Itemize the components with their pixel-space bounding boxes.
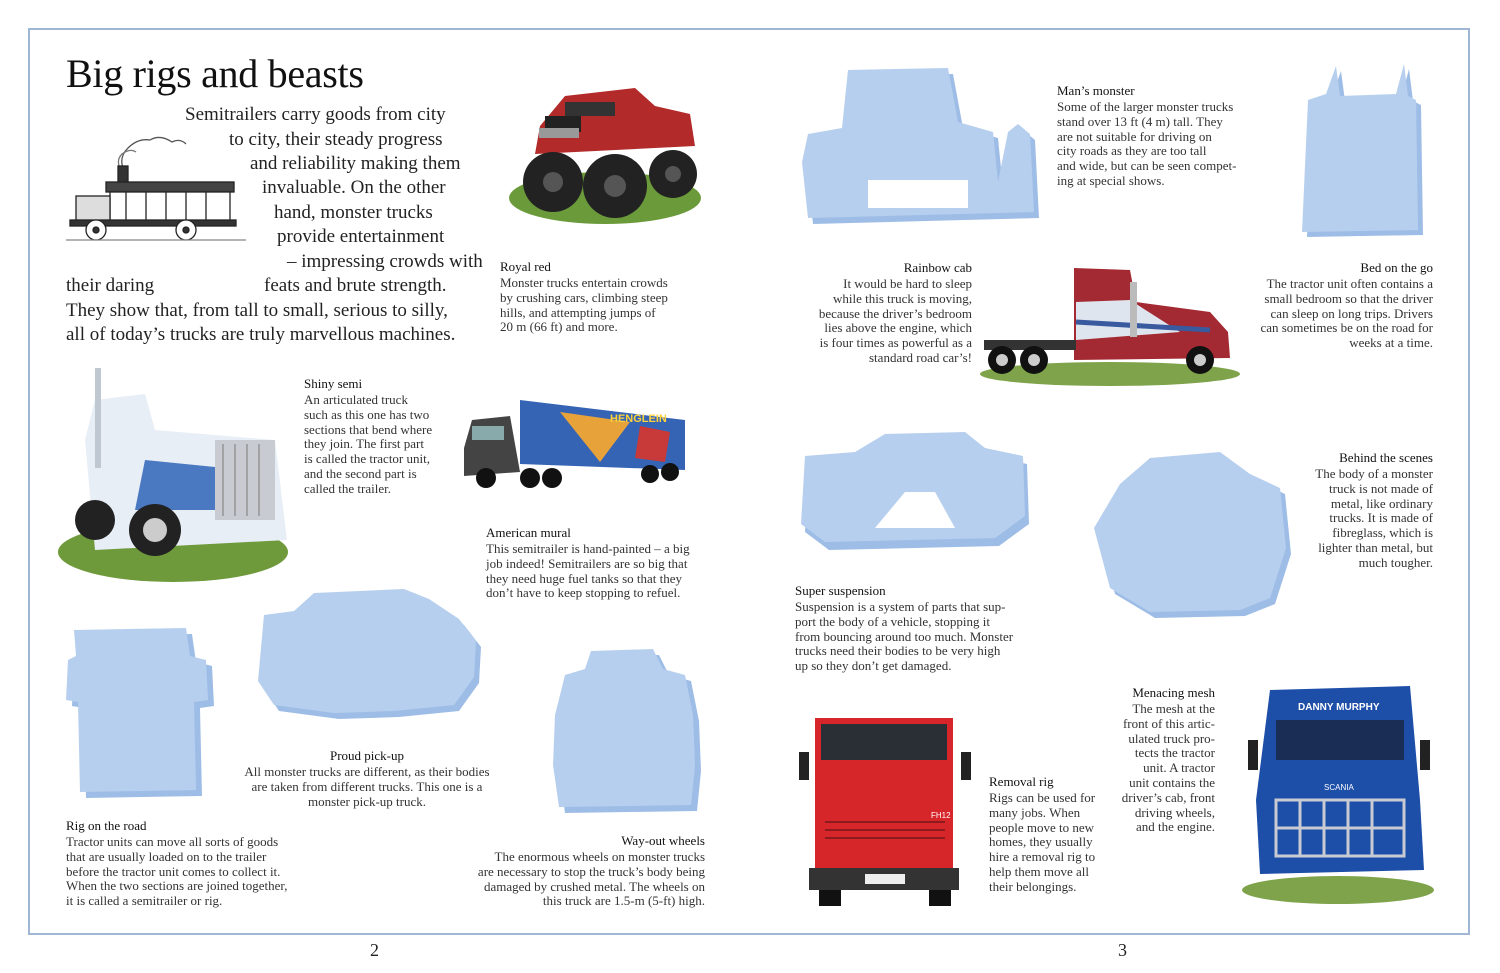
- blue-cab-name-label: DANNY MURPHY: [1298, 702, 1380, 713]
- caption-body: The body of a monster truck is not made of metal, like ordinary trucks. It is made of fibreglass, which is lighter than metal, but much tougher.: [1315, 466, 1433, 570]
- rig-front-silhouette: [66, 620, 211, 795]
- intro-line: provide entertainment: [277, 226, 445, 247]
- caption-body: Rigs can be used for many jobs. When people move to new homes, they usually hire a removal rig to help them move all their belongings.: [989, 790, 1096, 894]
- caption-removal-rig: [989, 774, 1095, 895]
- steam-bus-illustration: [66, 112, 251, 247]
- caption-body: All monster trucks are different, as their bodies are taken from different trucks. This one is a monster pick-up truck.: [244, 764, 490, 809]
- suspension-monster-silhouette: [795, 428, 1035, 553]
- caption-bed-on-go: [1240, 260, 1433, 351]
- red-monster-truck-photo: [505, 66, 705, 226]
- intro-line: hand, monster trucks: [274, 202, 433, 223]
- caption-rainbow-cab: [790, 260, 972, 366]
- page-title: Big rigs and beasts: [66, 51, 364, 96]
- scenes-monster-silhouette: [1090, 448, 1290, 618]
- caption-body: Some of the larger monster trucks stand over 13 ft (4 m) tall. They are not suitable for driving on city roads as they are too tall and wide, but can be seen compet- ing at special shows.: [1057, 99, 1237, 188]
- menacing-mesh-truck-photo: [1240, 680, 1435, 905]
- intro-line: and reliability making them: [250, 153, 461, 174]
- caption-body: It would be hard to sleep while this truck is moving, because the driver’s bedroom lies above the engine, which is four times as powerful as a standard road car’s!: [818, 276, 972, 365]
- caption-royal-red: [500, 259, 668, 335]
- caption-title: Proud pick-up: [329, 748, 405, 763]
- caption-title: Super suspension: [795, 583, 886, 598]
- mural-semitrailer-photo: [460, 392, 695, 497]
- caption-mans-monster: [1057, 83, 1236, 189]
- intro-line: They show that, from tall to small, serious to silly,: [66, 300, 448, 321]
- page-number-right: 3: [1118, 940, 1127, 960]
- caption-body: Monster trucks entertain crowds by crushing cars, climbing steep hills, and attempting jumps of 20 m (66 ft) and more.: [500, 275, 668, 335]
- caption-title: Shiny semi: [304, 376, 363, 391]
- red-cab-model-label: FH12: [931, 811, 951, 820]
- intro-line: all of today’s trucks are truly marvellous machines.: [66, 324, 456, 345]
- pickup-monster-silhouette: [254, 585, 482, 720]
- intro-line: to city, their steady progress: [229, 129, 443, 150]
- caption-title: Behind the scenes: [1339, 450, 1433, 465]
- caption-american-mural: [486, 525, 690, 601]
- wheels-monster-silhouette: [545, 645, 715, 815]
- caption-body: Suspension is a system of parts that sup- port the body of a vehicle, stopping it from bouncing around too much. Monster trucks need their bodies to be very high up so they don’t get damaged.: [795, 599, 1014, 674]
- rainbow-cab-photo: [980, 262, 1245, 387]
- caption-title: Rainbow cab: [903, 260, 972, 275]
- intro-line: feats and brute strength.: [264, 275, 447, 296]
- mans-monster-silhouette: [798, 62, 1038, 232]
- bed-cab-silhouette: [1296, 60, 1426, 235]
- caption-title: Man’s monster: [1057, 83, 1135, 98]
- intro-line: their daring: [66, 275, 155, 296]
- shiny-semi-truck-photo: [55, 360, 290, 580]
- caption-title: Removal rig: [989, 774, 1054, 789]
- caption-body: The mesh at the front of this artic- ulated truck pro- tects the tractor unit. A tractor unit contains the driver’s cab, front driving wheels, and the engine.: [1121, 701, 1215, 835]
- caption-title: American mural: [486, 525, 571, 540]
- caption-title: Rig on the road: [66, 818, 147, 833]
- intro-line: Semitrailers carry goods from city: [185, 104, 446, 125]
- caption-way-out-wheels: [462, 833, 705, 909]
- caption-body: The tractor unit often contains a small bedroom so that the driver can sleep on long trips. Drivers can sometimes be on the road for weeks at a time.: [1260, 276, 1433, 351]
- caption-body: Tractor units can move all sorts of goods that are usually loaded on to the trailer before the tractor unit comes to collect it. When the two sections are joined together, it is called a semitrailer or rig.: [66, 834, 288, 909]
- blue-cab-brand-label: SCANIA: [1324, 783, 1354, 792]
- caption-rig-on-road: [66, 818, 288, 909]
- caption-proud-pickup: [232, 748, 502, 809]
- caption-title: Royal red: [500, 259, 551, 274]
- caption-behind-scenes: [1290, 450, 1433, 571]
- intro-line: – impressing crowds with: [287, 251, 483, 272]
- caption-shiny-semi: [304, 376, 432, 497]
- caption-body: This semitrailer is hand-painted – a big job indeed! Semitrailers are so big that they need huge fuel tanks so that they don’t have to keep stopping to refuel.: [486, 541, 690, 601]
- caption-menacing-mesh: [1100, 685, 1215, 835]
- mural-trailer-label: HENGLEIN: [610, 413, 667, 425]
- caption-super-suspension: [795, 583, 1013, 674]
- intro-line: invaluable. On the other: [262, 177, 446, 198]
- caption-body: An articulated truck such as this one has two sections that bend where they join. The first part is called the tractor unit, and the second part is called the trailer.: [304, 392, 433, 496]
- caption-body: The enormous wheels on monster trucks are necessary to stop the truck’s body being damaged by crushed metal. The wheels on this truck are 1.5-m (5-ft) high.: [477, 849, 705, 909]
- caption-title: Way-out wheels: [621, 833, 705, 848]
- caption-title: Menacing mesh: [1132, 685, 1215, 700]
- removal-rig-photo: [795, 712, 975, 910]
- caption-title: Bed on the go: [1360, 260, 1433, 275]
- page-number-left: 2: [370, 940, 379, 960]
